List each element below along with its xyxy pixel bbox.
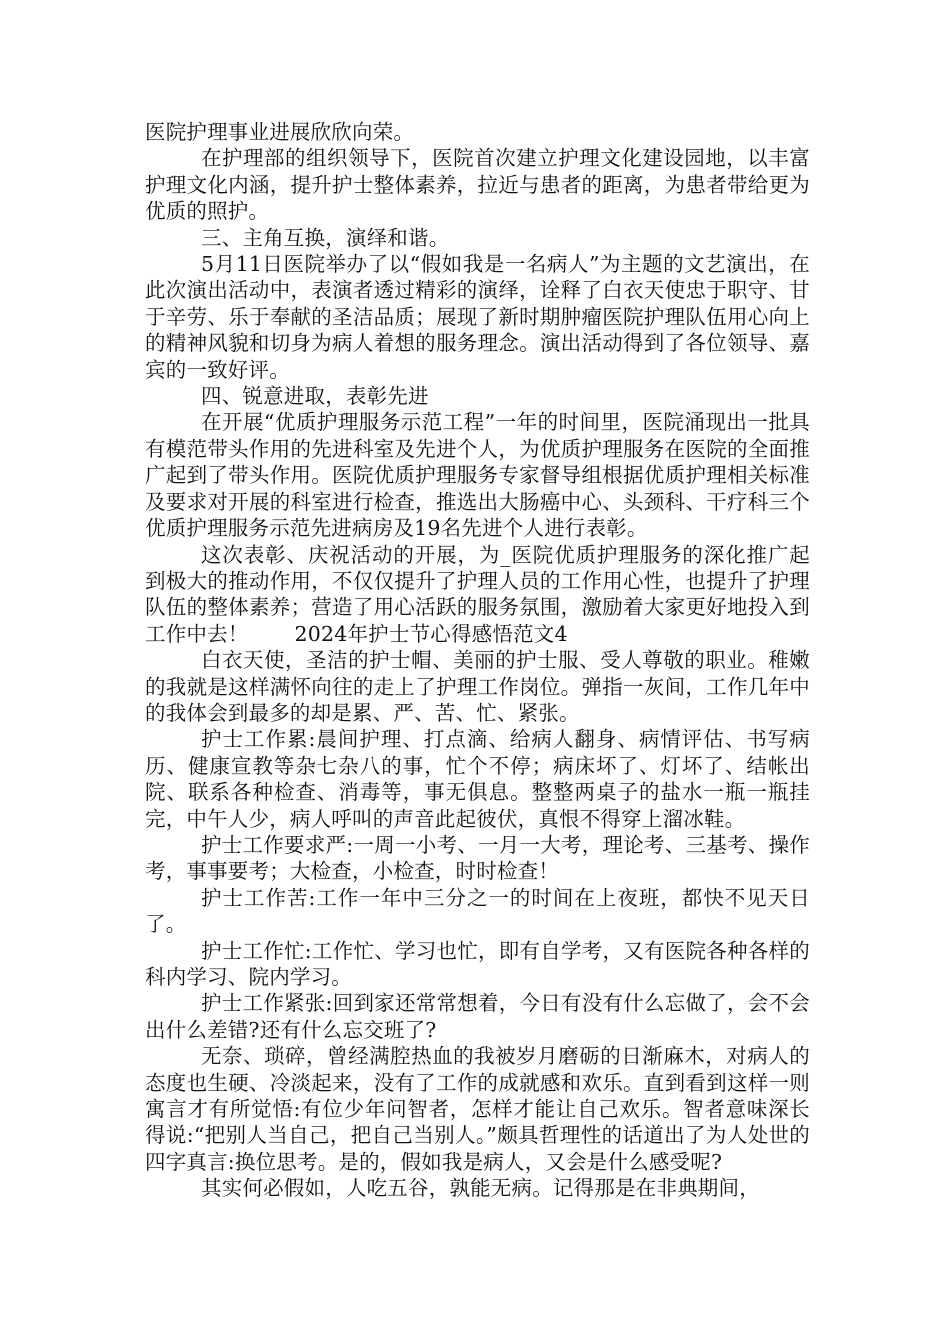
section-heading-3: 三、主角互换，演绎和谐。: [201, 225, 450, 250]
paragraph-12: 护士工作忙:工作忙、学习也忙，即有自学考，又有医院各种各样的科内学习、院内学习。: [145, 938, 810, 989]
paragraph-10: 护士工作要求严:一周一小考、一月一大考，理论考、三基考、操作考，事事要考；大检查，小检查，时时检查！: [145, 832, 810, 884]
paragraph-9: 护士工作累:晨间护理、打点滴、给病人翻身、病情评估、书写病历、健康宣教等杂七杂八的事，忙个不停；病床坏了、灯坏了、结帐出院、联系各种检查、消毒等，事无俱息。整整两桌子的盐水一瓶一瓶挂完，中午人少，病人呼叫的声音此起彼伏，真恨不得穿上溜冰鞋。: [145, 727, 810, 831]
paragraph-6: 在开展“优质护理服务示范工程”一年的时间里，医院涌现出一批具有模范带头作用的先进科室及先进个人，为优质护理服务在医院的全面推广起到了带头作用。医院优质护理服务专家督导组根据优质护理相关标准及要求对开展的科室进行检查，推选出大肠癌中心、头颈科、干疗科三个优质护理服务示范先进病房及19名先进个人进行表彰。: [145, 410, 810, 541]
paragraph-2: 在护理部的组织领导下，医院首次建立护理文化建设园地，以丰富护理文化内涵，提升护士整体素养，拉近与患者的距离，为患者带给更为优质的照护。: [145, 146, 810, 224]
article-title: 2024年护士节心得感悟范文4: [294, 621, 568, 646]
paragraph-7-body: 这次表彰、庆祝活动的开展，为_医院优质护理服务的深化推广起到极大的推动作用，不仅仅提升了护理人员的工作用心性，也提升了护理队伍的整体素养；营造了用心活跃的服务氛围，激励着大家更好地投入到工作中去！: [145, 542, 810, 646]
paragraph-14: 无奈、琐碎，曾经满腔热血的我被岁月磨砺的日渐麻木，对病人的态度也生硬、冷淡起来，没有了工作的成就感和欢乐。直到看到这样一则寓言才有所觉悟:有位少年问智者，怎样才能让自己欢乐。智者意味深长得说:“把别人当自己，把自己当别人。”颇具哲理性的话道出了为人处世的四字真言:换位思考。是的，假如我是病人，又会是什么感受呢?: [145, 1044, 810, 1174]
paragraph-1: 医院护理事业进展欣欣向荣。: [145, 120, 415, 144]
paragraph-15: 其实何必假如，人吃五谷，孰能无病。记得那是在非典期间，: [201, 1176, 760, 1201]
section-heading-4: 四、锐意进取，表彰先进: [201, 384, 429, 409]
paragraph-8: 白衣天使，圣洁的护士帽、美丽的护士服、受人尊敬的职业。稚嫩的我就是这样满怀向往的走上了护理工作岗位。弹指一灰间，工作几年中的我体会到最多的却是累、严、苦、忙、紧张。: [145, 648, 810, 725]
document-body: [145, 119, 810, 1202]
paragraph-4: 5月11日医院举办了以“假如我是一名病人”为主题的文艺演出，在此次演出活动中，表演者透过精彩的演绎，诠释了白衣天使忠于职守、甘于辛劳、乐于奉献的圣洁品质；展现了新时期肿瘤医院护理队伍用心向上的精神风貌和切身为病人着想的服务理念。演出活动得到了各位领导、嘉宾的一致好评。: [145, 252, 810, 382]
paragraph-11: 护士工作苦:工作一年中三分之一的时间在上夜班，都快不见天日了。: [145, 885, 810, 937]
paragraph-13: 护士工作紧张:回到家还常常想着，今日有没有什么忘做了，会不会出什么差错?还有什么忘交班了?: [145, 991, 810, 1042]
paragraph-7: [145, 542, 810, 648]
